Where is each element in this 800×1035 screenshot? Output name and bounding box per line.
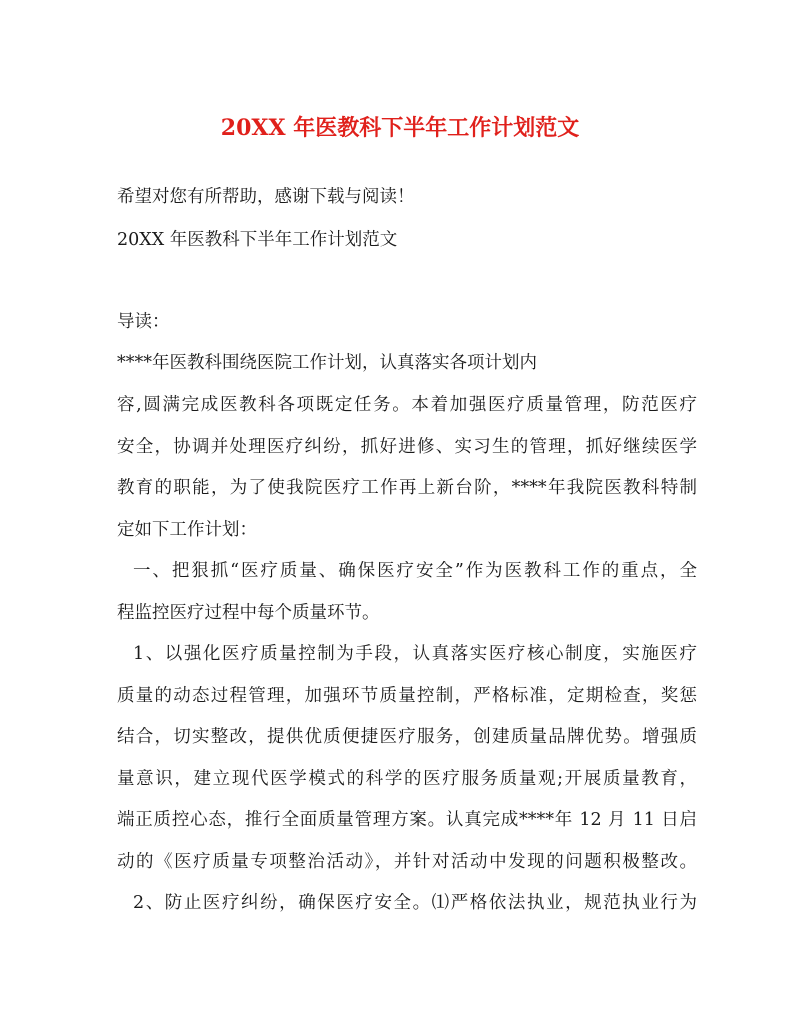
paragraph-line: 容,圆满完成医教科各项既定任务。本着加强医疗质量管理，防范医疗 xyxy=(117,395,697,415)
paragraph-line: 2、防止医疗纠纷，确保医疗安全。⑴严格依法执业，规范执业行为 xyxy=(133,893,697,913)
document-title: 20XX 年医教科下半年工作计划范文 xyxy=(220,115,580,141)
guide-label: 导读： xyxy=(117,312,170,332)
section-heading-line: 一、把狠抓“医疗质量、确保医疗安全”作为医教科工作的重点，全 xyxy=(133,561,697,581)
paragraph-line: 端正质控心态，推行全面质量管理方案。认真完成****年 12 月 11 日启 xyxy=(117,810,697,830)
paragraph-line: ****年医教科围绕医院工作计划，认真落实各项计划内 xyxy=(117,353,537,373)
paragraph-line: 定如下工作计划： xyxy=(117,520,257,540)
section-heading-line: 程监控医疗过程中每个质量环节。 xyxy=(117,603,380,623)
subtitle-line: 20XX 年医教科下半年工作计划范文 xyxy=(117,230,398,250)
paragraph-line: 教育的职能，为了使我院医疗工作再上新台阶，****年我院医教科特制 xyxy=(117,478,697,498)
paragraph-line: 动的《医疗质量专项整治活动》，并针对活动中发现的问题积极整改。 xyxy=(117,852,697,872)
paragraph-line: 量意识，建立现代医学模式的科学的医疗服务质量观;开展质量教育， xyxy=(117,769,697,789)
paragraph-line: 1、以强化医疗质量控制为手段，认真落实医疗核心制度，实施医疗 xyxy=(133,644,697,664)
paragraph-line: 安全，协调并处理医疗纠纷，抓好进修、实习生的管理，抓好继续医学 xyxy=(117,437,697,457)
paragraph-line: 结合，切实整改，提供优质便捷医疗服务，创建质量品牌优势。增强质 xyxy=(117,727,697,747)
intro-thanks-line: 希望对您有所帮助，感谢下载与阅读！ xyxy=(117,187,415,207)
paragraph-line: 质量的动态过程管理，加强环节质量控制，严格标准，定期检查，奖惩 xyxy=(117,686,697,706)
